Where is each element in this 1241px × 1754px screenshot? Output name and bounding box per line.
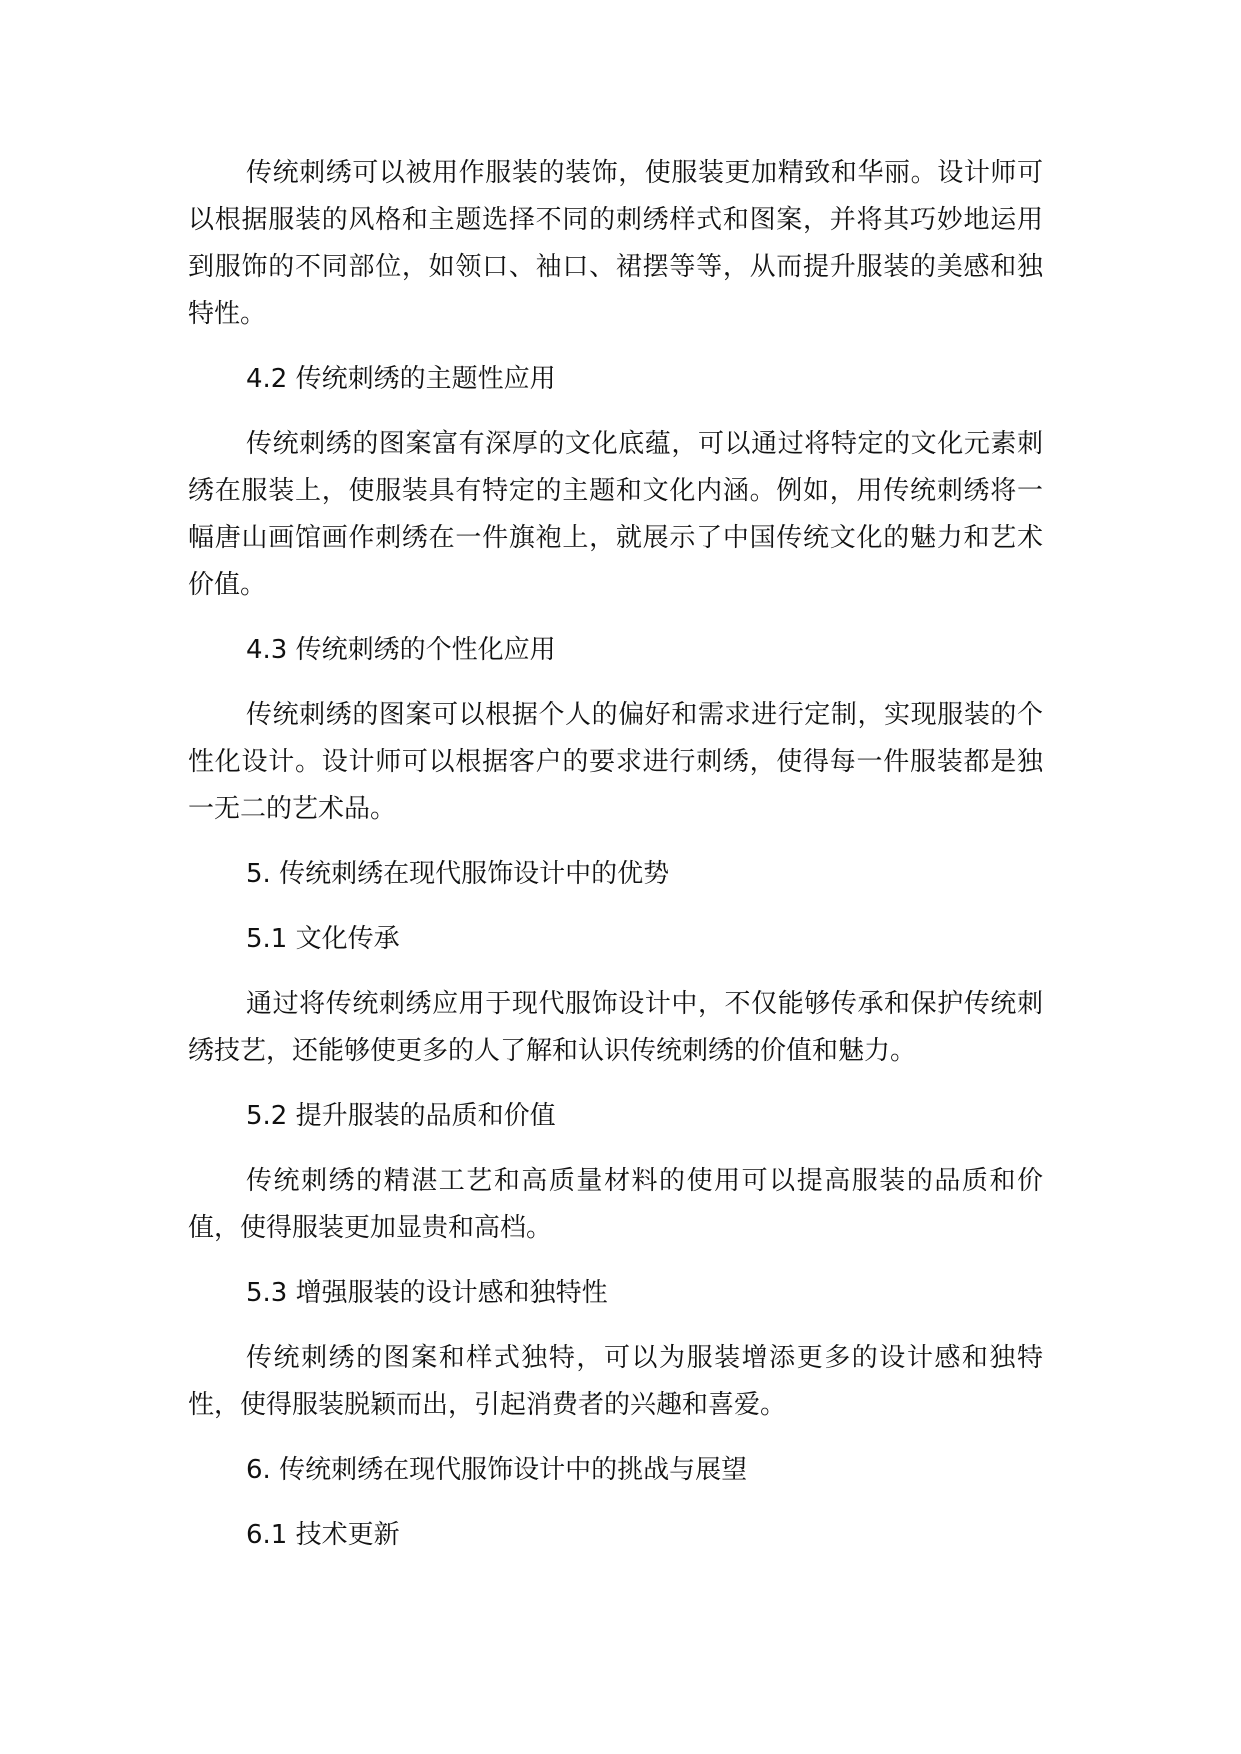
paragraph-personalized-application: 传统刺绣的图案可以根据个人的偏好和需求进行定制，实现服装的个性化设计。设计师可以根据客户的要求进行刺绣，使得每一件服装都是独一无二的艺术品。	[188, 700, 1043, 824]
heading-5-2: 5.2 提升服装的品质和价值	[246, 1101, 556, 1131]
heading-6: 6. 传统刺绣在现代服饰设计中的挑战与展望	[246, 1455, 748, 1485]
heading-4-3: 4.3 传统刺绣的个性化应用	[246, 635, 556, 665]
paragraph-thematic-application: 传统刺绣的图案富有深厚的文化底蕴，可以通过将特定的文化元素刺绣在服装上，使服装具有特定的主题和文化内涵。例如，用传统刺绣将一幅唐山画馆画作刺绣在一件旗袍上，就展示了中国传统文化的魅力和艺术价值。	[188, 429, 1043, 600]
heading-5-1: 5.1 文化传承	[246, 924, 400, 954]
heading-5: 5. 传统刺绣在现代服饰设计中的优势	[246, 859, 670, 889]
paragraph-decorative-application: 传统刺绣可以被用作服装的装饰，使服装更加精致和华丽。设计师可以根据服装的风格和主题选择不同的刺绣样式和图案，并将其巧妙地运用到服饰的不同部位，如领口、袖口、裙摆等等，从而提升服装的美感和独特性。	[188, 158, 1043, 329]
heading-5-3: 5.3 增强服装的设计感和独特性	[246, 1278, 608, 1308]
paragraph-cultural-heritage: 通过将传统刺绣应用于现代服饰设计中，不仅能够传承和保护传统刺绣技艺，还能够使更多的人了解和认识传统刺绣的价值和魅力。	[188, 989, 1043, 1066]
paragraph-quality-value: 传统刺绣的精湛工艺和高质量材料的使用可以提高服装的品质和价值，使得服装更加显贵和高档。	[188, 1166, 1043, 1243]
paragraph-design-uniqueness: 传统刺绣的图案和样式独特，可以为服装增添更多的设计感和独特性，使得服装脱颖而出，引起消费者的兴趣和喜爱。	[188, 1343, 1043, 1420]
heading-4-2: 4.2 传统刺绣的主题性应用	[246, 364, 556, 394]
document-page	[188, 150, 1043, 1559]
heading-6-1: 6.1 技术更新	[246, 1520, 400, 1550]
